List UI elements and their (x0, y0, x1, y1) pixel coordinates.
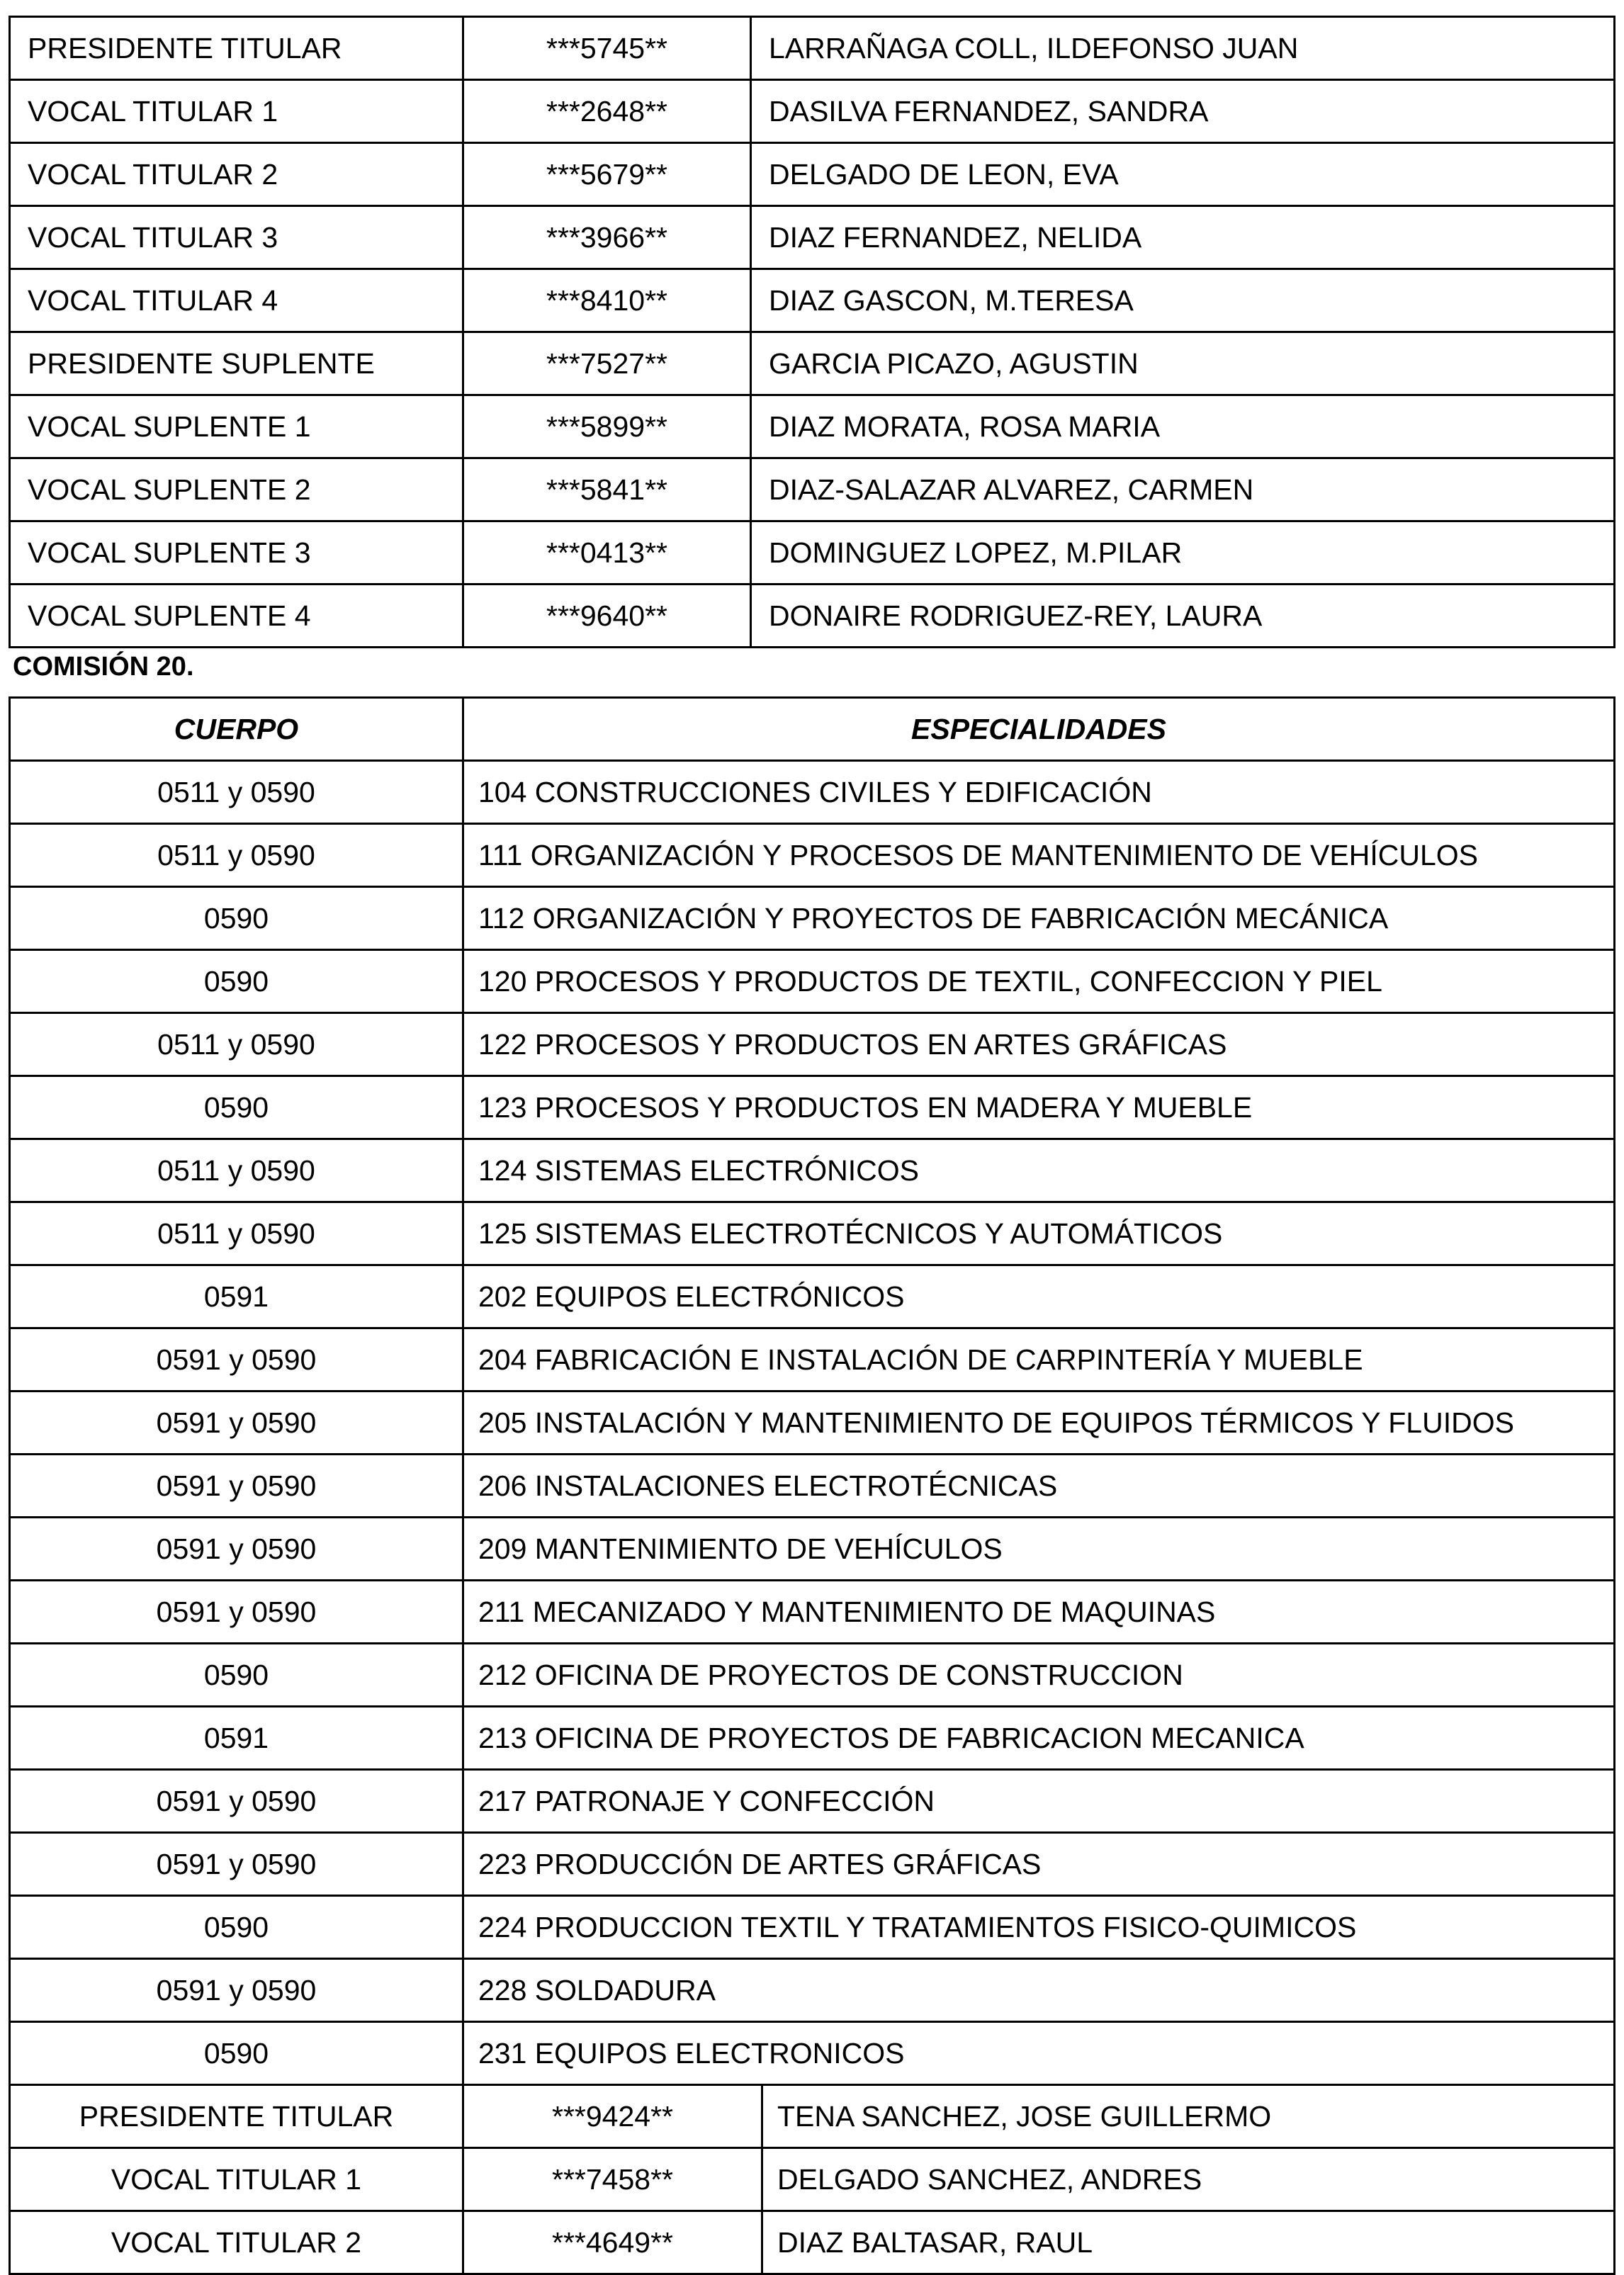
especialidad-cell: 204 FABRICACIÓN E INSTALACIÓN DE CARPINTERÍA Y MUEBLE (463, 1328, 1615, 1391)
member-dni: ***4649** (463, 2211, 762, 2274)
cuerpo-cell: 0511 y 0590 (10, 761, 463, 824)
especialidad-cell: 123 PROCESOS Y PRODUCTOS EN MADERA Y MUEBLE (463, 1076, 1615, 1139)
specialty-row (10, 761, 1615, 824)
member-dni: ***9424** (463, 2085, 762, 2148)
specialty-row (10, 1959, 1615, 2022)
especialidad-cell: 122 PROCESOS Y PRODUCTOS EN ARTES GRÁFICAS (463, 1013, 1615, 1076)
cuerpo-cell: 0591 y 0590 (10, 1833, 463, 1896)
cuerpo-cell: 0511 y 0590 (10, 824, 463, 887)
member-role: VOCAL TITULAR 3 (10, 206, 463, 269)
cuerpo-cell: 0591 y 0590 (10, 1328, 463, 1391)
specialty-row (10, 1265, 1615, 1328)
member-name: DIAZ MORATA, ROSA MARIA (751, 395, 1615, 458)
specialty-row (10, 1896, 1615, 1959)
member-name: DELGADO DE LEON, EVA (751, 143, 1615, 206)
member-row (10, 332, 1615, 395)
especialidad-cell: 111 ORGANIZACIÓN Y PROCESOS DE MANTENIMIENTO DE VEHÍCULOS (463, 824, 1615, 887)
cuerpo-cell: 0591 y 0590 (10, 1518, 463, 1581)
member-name: DELGADO SANCHEZ, ANDRES (762, 2148, 1615, 2211)
member-name: TENA SANCHEZ, JOSE GUILLERMO (762, 2085, 1615, 2148)
cuerpo-cell: 0590 (10, 1896, 463, 1959)
section-title: COMISIÓN 20. (13, 652, 194, 682)
specialty-row (10, 1013, 1615, 1076)
specialty-row (10, 1391, 1615, 1455)
specialty-row (10, 824, 1615, 887)
member-name: DOMINGUEZ LOPEZ, M.PILAR (751, 521, 1615, 585)
member-dni: ***5745** (463, 17, 751, 80)
member-dni: ***0413** (463, 521, 751, 585)
cuerpo-cell: 0511 y 0590 (10, 1139, 463, 1202)
member-role: VOCAL TITULAR 1 (10, 80, 463, 143)
especialidad-cell: 224 PRODUCCION TEXTIL Y TRATAMIENTOS FISICO-QUIMICOS (463, 1896, 1615, 1959)
header-row (10, 698, 1615, 761)
especialidad-cell: 212 OFICINA DE PROYECTOS DE CONSTRUCCION (463, 1644, 1615, 1707)
header-cuerpo: CUERPO (10, 698, 463, 761)
specialty-row (10, 950, 1615, 1013)
member-role: VOCAL SUPLENTE 3 (10, 521, 463, 585)
member-row (10, 17, 1615, 80)
especialidad-cell: 223 PRODUCCIÓN DE ARTES GRÁFICAS (463, 1833, 1615, 1896)
cuerpo-cell: 0590 (10, 2022, 463, 2085)
especialidad-cell: 124 SISTEMAS ELECTRÓNICOS (463, 1139, 1615, 1202)
member-row (10, 2211, 1615, 2274)
header-especialidades: ESPECIALIDADES (463, 698, 1615, 761)
member-role: VOCAL TITULAR 1 (10, 2148, 463, 2211)
cuerpo-cell: 0591 y 0590 (10, 1455, 463, 1518)
especialidad-cell: 228 SOLDADURA (463, 1959, 1615, 2022)
member-name: DIAZ FERNANDEZ, NELIDA (751, 206, 1615, 269)
member-dni: ***9640** (463, 585, 751, 648)
member-dni: ***5841** (463, 458, 751, 521)
commission-20-table (9, 696, 1615, 2275)
member-role: VOCAL TITULAR 4 (10, 269, 463, 332)
cuerpo-cell: 0590 (10, 1644, 463, 1707)
especialidad-cell: 104 CONSTRUCCIONES CIVILES Y EDIFICACIÓN (463, 761, 1615, 824)
member-row (10, 585, 1615, 648)
member-name: GARCIA PICAZO, AGUSTIN (751, 332, 1615, 395)
specialty-row (10, 1139, 1615, 1202)
member-row (10, 206, 1615, 269)
especialidad-cell: 120 PROCESOS Y PRODUCTOS DE TEXTIL, CONFECCION Y PIEL (463, 950, 1615, 1013)
cuerpo-cell: 0591 (10, 1265, 463, 1328)
member-dni: ***3966** (463, 206, 751, 269)
member-dni: ***5899** (463, 395, 751, 458)
specialty-row (10, 1644, 1615, 1707)
member-dni: ***7527** (463, 332, 751, 395)
member-role: PRESIDENTE TITULAR (10, 17, 463, 80)
especialidad-cell: 205 INSTALACIÓN Y MANTENIMIENTO DE EQUIPOS TÉRMICOS Y FLUIDOS (463, 1391, 1615, 1455)
especialidad-cell: 202 EQUIPOS ELECTRÓNICOS (463, 1265, 1615, 1328)
member-role: PRESIDENTE TITULAR (10, 2085, 463, 2148)
member-dni: ***8410** (463, 269, 751, 332)
member-role: VOCAL SUPLENTE 2 (10, 458, 463, 521)
specialty-row (10, 1581, 1615, 1644)
member-name: DIAZ GASCON, M.TERESA (751, 269, 1615, 332)
specialty-row (10, 2022, 1615, 2085)
especialidad-cell: 209 MANTENIMIENTO DE VEHÍCULOS (463, 1518, 1615, 1581)
specialty-row (10, 1833, 1615, 1896)
member-name: DIAZ-SALAZAR ALVAREZ, CARMEN (751, 458, 1615, 521)
member-role: VOCAL SUPLENTE 1 (10, 395, 463, 458)
member-row (10, 521, 1615, 585)
cuerpo-cell: 0511 y 0590 (10, 1202, 463, 1265)
specialty-row (10, 1518, 1615, 1581)
especialidad-cell: 125 SISTEMAS ELECTROTÉCNICOS Y AUTOMÁTICOS (463, 1202, 1615, 1265)
member-dni: ***5679** (463, 143, 751, 206)
especialidad-cell: 112 ORGANIZACIÓN Y PROYECTOS DE FABRICACIÓN MECÁNICA (463, 887, 1615, 950)
member-dni: ***7458** (463, 2148, 762, 2211)
cuerpo-cell: 0591 (10, 1707, 463, 1770)
specialty-row (10, 1707, 1615, 1770)
cuerpo-cell: 0591 y 0590 (10, 1959, 463, 2022)
specialty-row (10, 1328, 1615, 1391)
member-row (10, 2148, 1615, 2211)
member-role: VOCAL TITULAR 2 (10, 2211, 463, 2274)
member-name: DIAZ BALTASAR, RAUL (762, 2211, 1615, 2274)
cuerpo-cell: 0590 (10, 1076, 463, 1139)
member-role: PRESIDENTE SUPLENTE (10, 332, 463, 395)
member-role: VOCAL SUPLENTE 4 (10, 585, 463, 648)
specialty-row (10, 1770, 1615, 1833)
member-row (10, 269, 1615, 332)
specialty-row (10, 1076, 1615, 1139)
specialty-row (10, 1455, 1615, 1518)
tribunal-members-table (9, 16, 1615, 648)
specialty-row (10, 1202, 1615, 1265)
cuerpo-cell: 0591 y 0590 (10, 1770, 463, 1833)
member-dni: ***2648** (463, 80, 751, 143)
member-role: VOCAL TITULAR 2 (10, 143, 463, 206)
member-row (10, 395, 1615, 458)
member-row (10, 80, 1615, 143)
member-row (10, 143, 1615, 206)
especialidad-cell: 206 INSTALACIONES ELECTROTÉCNICAS (463, 1455, 1615, 1518)
cuerpo-cell: 0590 (10, 887, 463, 950)
specialty-row (10, 887, 1615, 950)
cuerpo-cell: 0591 y 0590 (10, 1391, 463, 1455)
cuerpo-cell: 0590 (10, 950, 463, 1013)
especialidad-cell: 211 MECANIZADO Y MANTENIMIENTO DE MAQUINAS (463, 1581, 1615, 1644)
member-name: DASILVA FERNANDEZ, SANDRA (751, 80, 1615, 143)
especialidad-cell: 217 PATRONAJE Y CONFECCIÓN (463, 1770, 1615, 1833)
member-name: LARRAÑAGA COLL, ILDEFONSO JUAN (751, 17, 1615, 80)
cuerpo-cell: 0591 y 0590 (10, 1581, 463, 1644)
member-name: DONAIRE RODRIGUEZ-REY, LAURA (751, 585, 1615, 648)
cuerpo-cell: 0511 y 0590 (10, 1013, 463, 1076)
member-row (10, 2085, 1615, 2148)
especialidad-cell: 213 OFICINA DE PROYECTOS DE FABRICACION MECANICA (463, 1707, 1615, 1770)
especialidad-cell: 231 EQUIPOS ELECTRONICOS (463, 2022, 1615, 2085)
member-row (10, 458, 1615, 521)
